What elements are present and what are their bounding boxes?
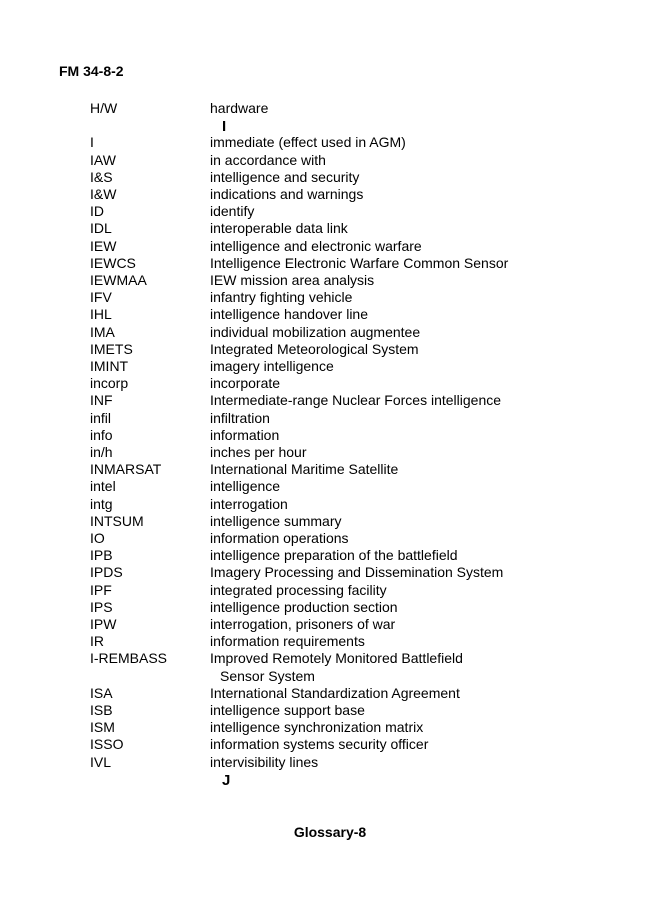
glossary-entry bbox=[90, 169, 630, 186]
glossary-entry bbox=[90, 238, 630, 255]
glossary-entry bbox=[90, 633, 630, 650]
entry-abbreviation: intg bbox=[90, 495, 113, 512]
entry-abbreviation: IPW bbox=[90, 616, 117, 632]
entry-definition: intelligence bbox=[210, 478, 281, 495]
glossary-entry bbox=[90, 702, 630, 719]
entry-definition: information systems security officer bbox=[210, 736, 429, 753]
entry-definition: Intelligence Electronic Warfare Common Sensor bbox=[210, 254, 509, 271]
glossary-entry bbox=[90, 513, 630, 530]
entry-abbreviation: IR bbox=[90, 633, 104, 650]
entry-abbreviation: IAW bbox=[90, 151, 116, 168]
entry-definition: hardware bbox=[210, 100, 269, 116]
entry-definition: interoperable data link bbox=[210, 220, 348, 237]
glossary-entry bbox=[90, 375, 630, 392]
entry-abbreviation: infil bbox=[90, 409, 112, 426]
entry-abbreviation: IFV bbox=[90, 289, 112, 306]
entry-definition: International Standardization Agreement bbox=[210, 684, 460, 701]
entry-definition: in accordance with bbox=[210, 151, 326, 168]
glossary-entry bbox=[90, 427, 630, 444]
entry-definition: intelligence production section bbox=[210, 598, 398, 615]
glossary-entry bbox=[90, 496, 630, 513]
entry-definition: information requirements bbox=[210, 633, 365, 650]
glossary-entry bbox=[90, 100, 630, 117]
glossary-entry bbox=[90, 255, 630, 272]
entry-abbreviation: INMARSAT bbox=[90, 461, 162, 478]
entry-abbreviation: ID bbox=[90, 203, 104, 220]
entry-definition: IEW mission area analysis bbox=[210, 272, 375, 288]
glossary-entry bbox=[90, 616, 630, 633]
glossary-entry bbox=[90, 324, 630, 341]
glossary-entry bbox=[90, 289, 630, 306]
glossary-entry bbox=[90, 152, 630, 169]
entry-abbreviation: I&W bbox=[90, 186, 117, 202]
entry-definition: intelligence summary bbox=[210, 512, 342, 529]
glossary-entry bbox=[90, 650, 630, 667]
entry-definition: interrogation, prisoners of war bbox=[210, 616, 396, 632]
entry-abbreviation: IDL bbox=[90, 220, 112, 237]
entry-definition: intelligence preparation of the battlefield bbox=[210, 547, 458, 564]
glossary-entry bbox=[90, 478, 630, 495]
glossary-entry bbox=[90, 461, 630, 478]
entry-abbreviation: IMINT bbox=[90, 358, 129, 374]
entry-definition: interrogation bbox=[210, 495, 288, 512]
entry-abbreviation: I-REMBASS bbox=[90, 650, 168, 667]
glossary-entry bbox=[90, 582, 630, 599]
glossary-entry bbox=[90, 203, 630, 220]
entry-abbreviation: INF bbox=[90, 392, 113, 409]
entry-abbreviation: ISA bbox=[90, 684, 113, 701]
entry-abbreviation: ISM bbox=[90, 719, 115, 736]
glossary-entry bbox=[90, 358, 630, 375]
entry-abbreviation: ISB bbox=[90, 702, 113, 718]
entry-definition: Intermediate-range Nuclear Forces intelligence bbox=[210, 392, 502, 409]
glossary-entry bbox=[90, 392, 630, 409]
entry-abbreviation: IHL bbox=[90, 306, 112, 323]
glossary-entry bbox=[90, 444, 630, 461]
entry-abbreviation: IPB bbox=[90, 547, 113, 564]
entry-definition: Sensor System bbox=[220, 667, 315, 684]
entry-definition: intelligence and electronic warfare bbox=[210, 237, 422, 254]
entry-definition: identify bbox=[210, 203, 255, 220]
entry-definition: integrated processing facility bbox=[210, 581, 387, 598]
entry-abbreviation: IVL bbox=[90, 753, 112, 770]
entry-abbreviation: ISSO bbox=[90, 736, 124, 753]
entry-definition: immediate (effect used in AGM) bbox=[210, 134, 406, 151]
entry-abbreviation: I bbox=[90, 134, 94, 151]
entry-definition: intelligence support base bbox=[210, 702, 365, 718]
glossary-entry bbox=[90, 736, 630, 753]
entry-definition: imagery intelligence bbox=[210, 358, 334, 374]
entry-abbreviation: IPDS bbox=[90, 564, 123, 581]
entry-definition: Improved Remotely Monitored Battlefield bbox=[210, 650, 463, 667]
glossary-entry bbox=[90, 341, 630, 358]
glossary-entry bbox=[90, 134, 630, 151]
glossary-entry bbox=[90, 719, 630, 736]
entry-abbreviation: intel bbox=[90, 478, 116, 495]
entry-abbreviation: info bbox=[90, 426, 113, 443]
glossary-entry bbox=[90, 530, 630, 547]
glossary-entry bbox=[90, 306, 630, 323]
glossary-entry bbox=[90, 410, 630, 427]
entry-definition: information operations bbox=[210, 530, 349, 546]
entry-abbreviation: in/h bbox=[90, 444, 113, 460]
entry-abbreviation: IPF bbox=[90, 581, 112, 598]
entry-definition: infiltration bbox=[210, 409, 270, 426]
page-number: Glossary-8 bbox=[293, 824, 367, 840]
entry-abbreviation: IO bbox=[90, 530, 105, 546]
document-id: FM 34-8-2 bbox=[59, 63, 124, 79]
entry-definition: intelligence and security bbox=[210, 168, 360, 185]
glossary-entry bbox=[90, 564, 630, 581]
glossary-entry bbox=[90, 685, 630, 702]
section-letter-j: J bbox=[222, 771, 231, 789]
glossary-entry bbox=[90, 186, 630, 203]
entry-abbreviation: incorp bbox=[90, 375, 129, 392]
section-letter-i: I bbox=[222, 118, 227, 136]
entry-abbreviation: I&S bbox=[90, 168, 113, 185]
glossary-entry bbox=[90, 754, 630, 771]
glossary-entry bbox=[90, 272, 630, 289]
glossary-entry bbox=[90, 547, 630, 564]
entry-definition: Integrated Meteorological System bbox=[210, 340, 419, 357]
entry-abbreviation: INTSUM bbox=[90, 512, 144, 529]
glossary-entry bbox=[90, 599, 630, 616]
entry-definition: infantry fighting vehicle bbox=[210, 289, 353, 306]
entry-definition: information bbox=[210, 426, 280, 443]
entry-abbreviation: IMA bbox=[90, 323, 115, 340]
entry-definition: indications and warnings bbox=[210, 186, 364, 202]
glossary-entry-continuation bbox=[90, 668, 630, 685]
entry-abbreviation: IMETS bbox=[90, 340, 133, 357]
glossary-entry bbox=[90, 220, 630, 237]
entry-definition: Imagery Processing and Dissemination System bbox=[210, 564, 504, 581]
entry-abbreviation: IEW bbox=[90, 237, 117, 254]
entry-abbreviation: IEWCS bbox=[90, 254, 136, 271]
entry-abbreviation: IEWMAA bbox=[90, 272, 147, 288]
entry-abbreviation: H/W bbox=[90, 100, 118, 116]
entry-definition: International Maritime Satellite bbox=[210, 461, 399, 478]
entry-definition: intelligence synchronization matrix bbox=[210, 719, 424, 736]
entry-definition: individual mobilization augmentee bbox=[210, 323, 421, 340]
entry-definition: intervisibility lines bbox=[210, 753, 319, 770]
entry-definition: inches per hour bbox=[210, 444, 307, 460]
entry-definition: incorporate bbox=[210, 375, 281, 392]
entry-abbreviation: IPS bbox=[90, 598, 113, 615]
entry-definition: intelligence handover line bbox=[210, 306, 368, 323]
